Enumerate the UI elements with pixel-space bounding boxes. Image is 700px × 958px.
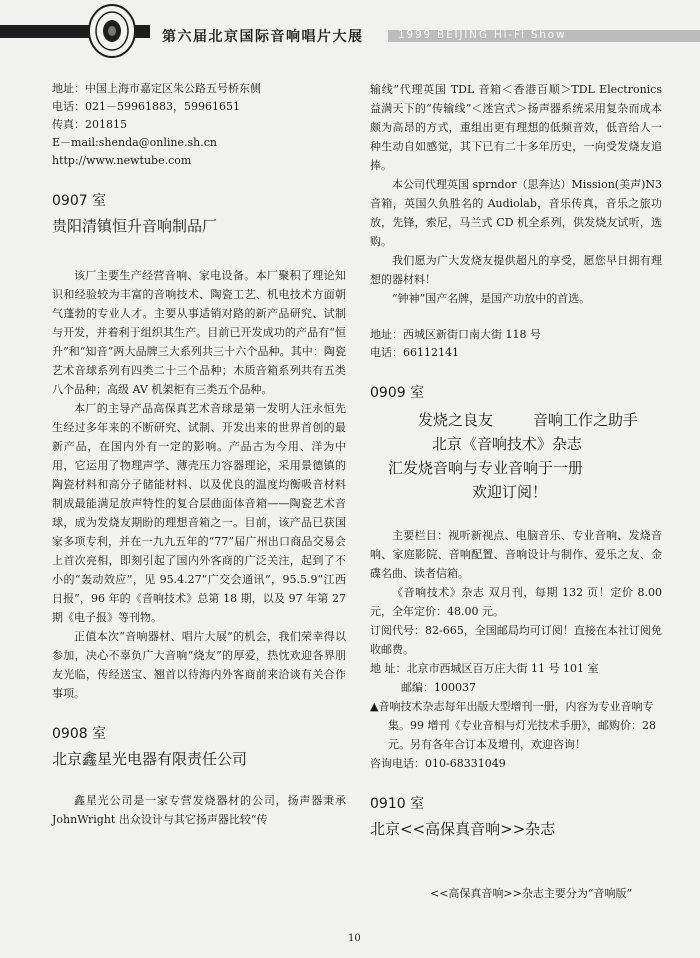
page-number: 10 (348, 933, 361, 944)
slogan-welcome: 欢迎订阅！ (472, 483, 548, 501)
paragraph-guiyang-product: 本厂的主导产品高保真艺术音球是第一发明人汪永恒先生经过多年来的不断研究、试制、开发出来的世界首创的最新产品，在国内外有一定的影响。产品古为今用、洋为中用，它运用了物理声学、薄壳压力容器理论，采用景德镇的陶瓷材料和高分子储能材料、以及优良的温度均衡吸音材料制成最能满足放声特性的复合层曲面体音箱——陶瓷艺术音球，成为发烧友期盼的理想音箱之一。目前，该产品已获国家多项专利，并在一九九五年的“77”届广州出口商品交易会上首次亮相，即刻引起了国内外客商的广泛关注，起到了不小的“轰动效应”，见 95.4.27“广交会通讯”，95.5.9“江西日报”，96 年的《音响技术》总第 18 期，以及 97 年第 27 期《电子报》等刊物。 (52, 402, 346, 624)
contact-email: E－mail:shenda@online.sh.cn (52, 136, 217, 149)
contact-website: http://www.newtube.com (52, 154, 192, 167)
contact-address: 地址：中国上海市嘉定区朱公路五号桥东侧 (52, 82, 261, 95)
paragraph-zhongshen: “钟神”国产名牌，是国产功放中的首选。 (392, 292, 591, 305)
slogan-good-friend: 发烧之良友 (418, 411, 494, 429)
magazine-supplement-notice: ▲音响技术杂志每年出版大型增刊一册，内容为专业音响专集。99 增刊《专业音相与灯光技术手册》，邮购价：28 元。另有各年合订本及增刊，欢迎咨询！ (370, 700, 656, 751)
contact-fax: 传真：201815 (52, 118, 127, 131)
address-label: 地 址： (370, 662, 407, 675)
paragraph-wish: 我们愿为广大发烧友提供超凡的享受，愿您早日拥有理想的器材料！ (370, 254, 662, 286)
slogan-magazine-name: 北京《音响技术》杂志 (432, 435, 583, 453)
magazine-address (370, 659, 662, 678)
paragraph-xinxingguang-intro: 鑫星光公司是一家专营发烧器材的公司，扬声器秉承 JohnWright 出众设计与其它扬声器比较“传 (52, 794, 346, 826)
address-value: 北京市西城区百万庄大街 11 号 101 室 (406, 662, 599, 675)
company-name-hifi-magazine: 北京<<高保真音响>>杂志 (370, 820, 556, 838)
room-number-0910: 0910 室 (370, 796, 425, 812)
header-title: 第六届北京国际音响唱片大展 (162, 29, 364, 45)
room-number-0908: 0908 室 (52, 726, 107, 742)
room-number-0909: 0909 室 (370, 385, 425, 401)
company-name-guiyang: 贵阳清镇恒升音响制品厂 (52, 217, 218, 235)
contact-phone: 电话：66112141 (370, 346, 459, 359)
company-name-xinxingguang: 北京鑫星光电器有限责任公司 (52, 750, 248, 768)
magazine-phone: 咨询电话：010-68331049 (370, 757, 506, 770)
paragraph-guiyang-intro: 该厂主要生产经营音响、家电设备。本厂聚积了理论知识和经验较为丰富的音响技术、陶瓷工艺、机电技术方面朝气蓬勃的专业人才。主要从事适销对路的新产品研究、试制与开发，并着利于组织其生产。目前已开发成功的产品有“恒升”和“知音”两大品牌三大系列共三十六个品种。其中：陶瓷艺术音球系列有四类二十三个品种；木质音箱系列共有五类八个品种；高级 AV 机架柜有三类五个品种。 (52, 269, 346, 396)
magazine-order-code: 订阅代号：82-665，全国邮局均可订阅！直接在本社订阅免收邮费。 (370, 624, 662, 656)
paragraph-mission: 本公司代理英国 sprndor（思奔达）Mission(美声)N3 音箱，英国久负胜名的 Audiolab，音乐传真，音乐之旅功放，先锋，索尼，马兰式 CD 机全系列，供发烧友试听，选购。 (370, 178, 662, 248)
magazine-columns: 主要栏目：视听新视点、电脑音乐、专业音响、发烧音响、家庭影院、音响配置、音响设计与制作、爱乐之友、金碟名曲、读者信箱。 (370, 529, 662, 580)
slogan-combined: 汇发烧音响与专业音响于一册 (388, 459, 584, 477)
magazine-price: 《音响技术》杂志 双月刊，每期 132 页！定价 8.00 元，全年定价：48.00 元。 (370, 586, 662, 618)
contact-address: 地址：西城区新街口南大街 118 号 (370, 328, 541, 341)
left-column (52, 80, 346, 829)
room-number-0907: 0907 室 (52, 193, 107, 209)
contact-block-shanghai (52, 80, 346, 170)
right-column (370, 80, 662, 839)
contact-block-beijing-xinjiekou (370, 326, 662, 362)
paragraph-guiyang-invitation: 正值本次“音响器材、唱片大展”的机会，我们荣幸得以参加，决心不辜负广大音响“烧友”的厚爱，热忱欢迎各界朋友光临，传经送宝、翘首以待海内外客商前来洽谈有关合作事项。 (52, 630, 346, 700)
page-header (0, 0, 700, 62)
slogan-assistant: 音响工作之助手 (533, 411, 639, 429)
continued-text: <<高保真音响>>杂志主要分为“音响版” (430, 887, 633, 900)
paragraph-tdl: 输线”代理英国 TDL 音箱＜香港百顺＞TDL Electronics 益满天下的“传输线”＜迷宫式＞扬声器系统采用复杂而成本颇为高昂的方式，重组出更有理想的低频音效，低音给人一种生动自如感觉，其下已有二十多年历史，一向受发烧友追捧。 (370, 83, 662, 172)
slogan-line-1 (370, 408, 662, 432)
contact-phone: 电话：021－59961883，59961651 (52, 100, 240, 113)
magazine-postcode: 邮编：100037 (401, 681, 476, 694)
header-subtitle: 1999 BEIJING Hi-Fi Show (398, 29, 567, 41)
speaker-cone-logo-icon (86, 2, 138, 58)
